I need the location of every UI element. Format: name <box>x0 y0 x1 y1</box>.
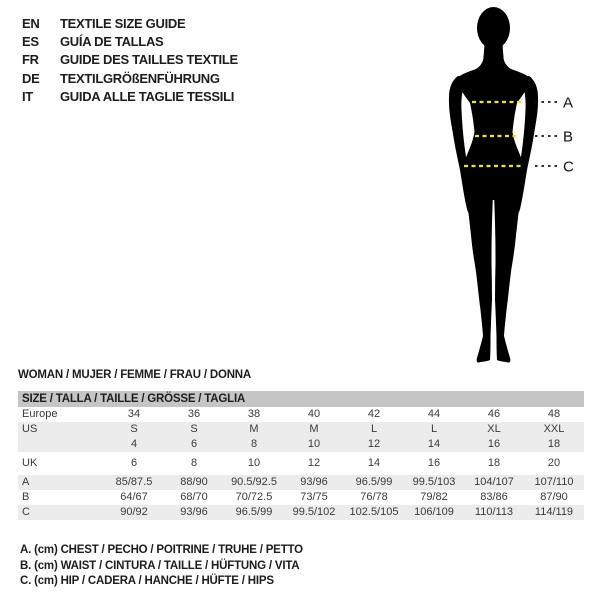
row-label: C <box>22 506 30 518</box>
row-label: B <box>22 491 30 503</box>
cell: 106/109 <box>414 506 454 518</box>
language-label: TEXTILE SIZE GUIDE <box>60 15 186 31</box>
cell: 34 <box>127 408 141 420</box>
cell: 96.5/99 <box>355 476 393 488</box>
marker-letter-a: A <box>563 94 574 112</box>
cell: M <box>249 423 259 435</box>
cell: 8 <box>250 438 258 450</box>
table-row-europe <box>18 407 584 422</box>
cell: 76/78 <box>360 491 388 503</box>
language-row-fr <box>22 51 238 69</box>
cell: 38 <box>247 408 261 420</box>
language-code: FR <box>22 52 39 68</box>
legend-waist: B. (cm) WAIST / CINTURA / TAILLE / HÜFTUNG / VITA <box>20 559 300 572</box>
cell: 83/86 <box>480 491 508 503</box>
table-row-chest <box>18 475 584 490</box>
language-code: IT <box>22 89 33 105</box>
cell: 102.5/105 <box>349 506 399 518</box>
cell: 68/70 <box>180 491 208 503</box>
cell: 70/72.5 <box>235 491 273 503</box>
cell: 10 <box>307 438 321 450</box>
cell: 85/87.5 <box>115 476 153 488</box>
row-label: A <box>22 476 30 488</box>
cell: 18 <box>547 438 561 450</box>
language-label: GUÍA DE TALLAS <box>60 34 164 50</box>
cell: 16 <box>487 438 501 450</box>
cell: 20 <box>547 457 561 469</box>
cell: 93/96 <box>180 506 208 518</box>
cell: 46 <box>487 408 501 420</box>
cell: 73/75 <box>300 491 328 503</box>
cell: 4 <box>130 438 138 450</box>
cell: 64/67 <box>120 491 148 503</box>
table-row-us-numbers <box>18 437 584 452</box>
cell: 104/107 <box>474 476 514 488</box>
cell: 88/90 <box>180 476 208 488</box>
cell: 10 <box>247 457 261 469</box>
cell: 16 <box>427 457 441 469</box>
cell: 99.5/103 <box>412 476 456 488</box>
cell: 6 <box>190 438 198 450</box>
cell: 18 <box>487 457 501 469</box>
legend-hip: C. (cm) HIP / CADERA / HANCHE / HÜFTE / HIPS <box>20 575 274 588</box>
row-label: Europe <box>22 408 58 420</box>
cell: 99.5/102 <box>292 506 336 518</box>
cell: 12 <box>367 438 381 450</box>
woman-silhouette-figure <box>420 0 600 380</box>
cell: 8 <box>190 457 198 469</box>
marker-letter-c: C <box>563 158 574 176</box>
cell: 14 <box>367 457 381 469</box>
cell: 93/96 <box>300 476 328 488</box>
cell: L <box>430 423 438 435</box>
cell: 110/113 <box>474 506 514 518</box>
language-list <box>22 14 238 106</box>
cell: 44 <box>427 408 441 420</box>
cell: XL <box>487 423 501 435</box>
section-title: WOMAN / MUJER / FEMME / FRAU / DONNA <box>18 369 252 381</box>
language-code: EN <box>22 15 40 31</box>
cell: 107/110 <box>534 476 574 488</box>
table-row-uk <box>18 456 584 471</box>
cell: 90.5/92.5 <box>231 476 277 488</box>
language-code: DE <box>22 70 40 86</box>
language-label: GUIDE DES TAILLES TEXTILE <box>60 52 238 68</box>
cell: 114/119 <box>534 506 574 518</box>
language-code: ES <box>22 34 39 50</box>
cell: M <box>309 423 319 435</box>
language-row-es <box>22 32 238 50</box>
cell: 96.5/99 <box>235 506 273 518</box>
row-label: US <box>22 423 38 435</box>
cell: 48 <box>547 408 561 420</box>
woman-silhouette-icon <box>420 0 600 380</box>
language-label: GUIDA ALLE TAGLIE TESSILI <box>60 89 235 105</box>
cell: 40 <box>307 408 321 420</box>
row-label: UK <box>22 457 38 469</box>
cell: L <box>370 423 378 435</box>
marker-letter-b: B <box>563 128 574 146</box>
cell: 36 <box>187 408 201 420</box>
language-row-en <box>22 14 238 32</box>
language-row-it <box>22 88 238 106</box>
language-label: TEXTILGRÖßENFÜHRUNG <box>60 70 220 86</box>
cell: 42 <box>367 408 381 420</box>
size-table <box>18 391 584 520</box>
cell: 14 <box>427 438 441 450</box>
language-row-de <box>22 69 238 87</box>
table-header-bar: SIZE / TALLA / TAILLE / GRÖSSE / TAGLIA <box>18 391 584 407</box>
cell: S <box>130 423 138 435</box>
measurement-legend <box>20 543 303 590</box>
cell: 90/92 <box>120 506 148 518</box>
table-row-hip <box>18 505 584 520</box>
cell: 12 <box>307 457 321 469</box>
legend-chest: A. (cm) CHEST / PECHO / POITRINE / TRUHE / PETTO <box>20 544 303 556</box>
table-row-waist <box>18 490 584 505</box>
row-label <box>18 437 104 452</box>
cell: S <box>190 423 198 435</box>
cell: 87/90 <box>540 491 568 503</box>
cell: XXL <box>543 423 565 435</box>
table-row-us-letters <box>18 422 584 437</box>
cell: 6 <box>130 457 138 469</box>
cell: 79/82 <box>420 491 448 503</box>
